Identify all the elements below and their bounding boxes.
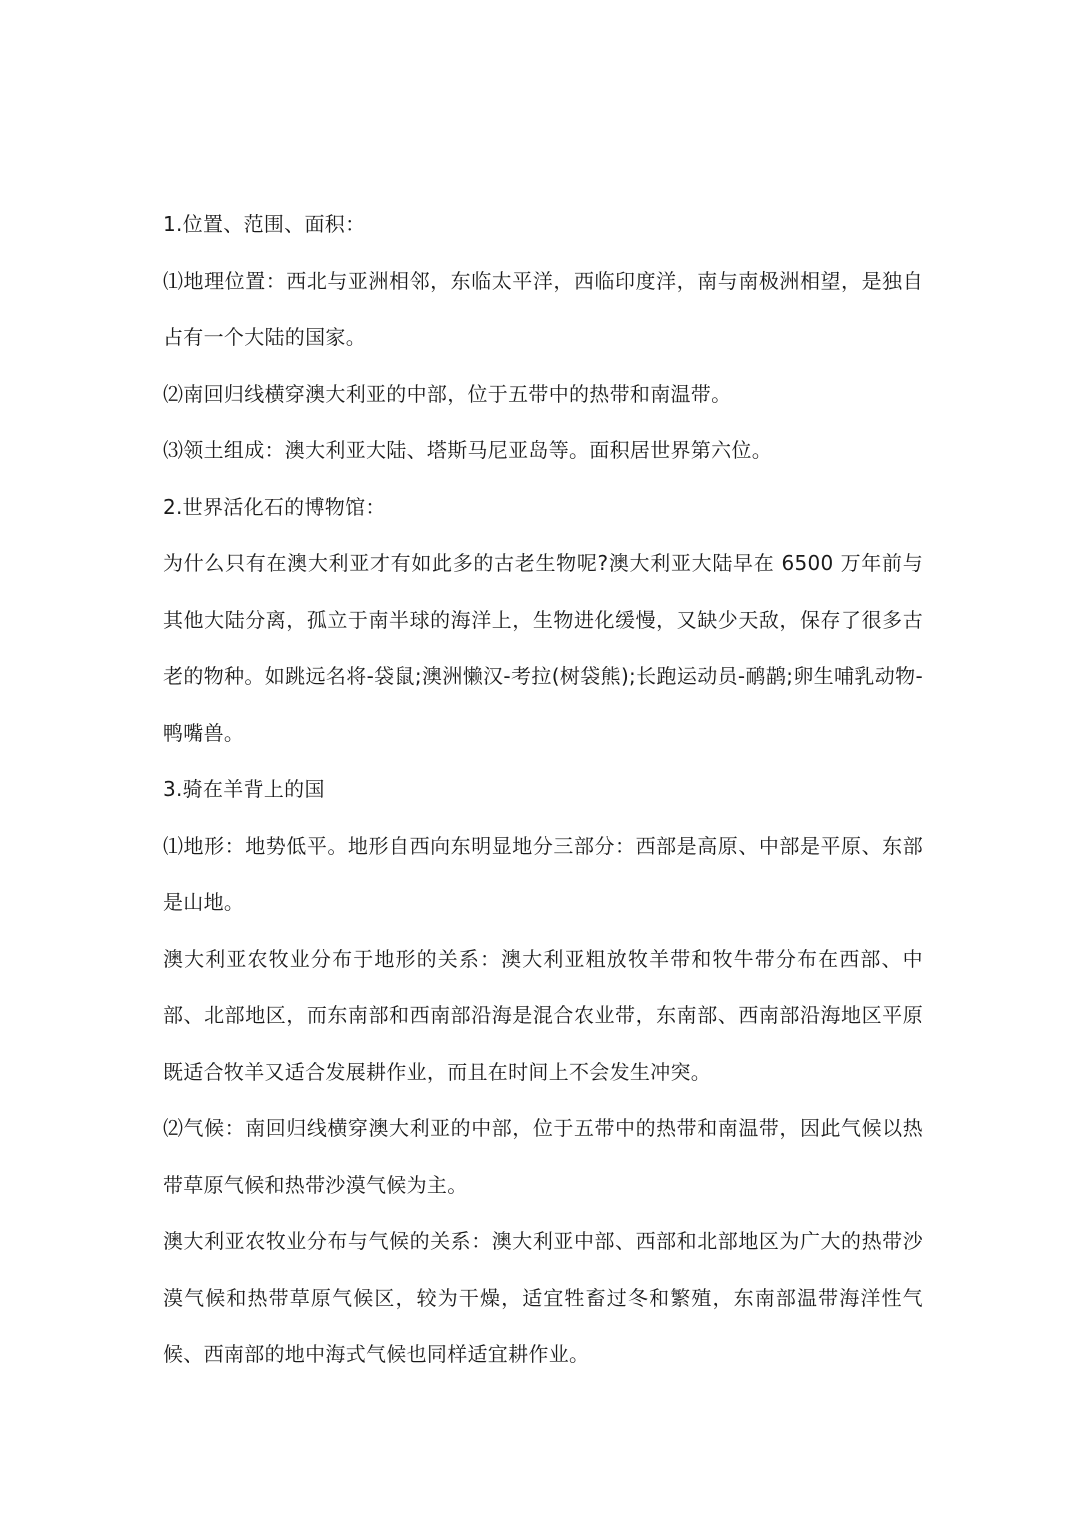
paragraph-territory: ⑶领土组成：澳大利亚大陆、塔斯马尼亚岛等。面积居世界第六位。	[163, 438, 772, 462]
paragraph-ancient-species: 为什么只有在澳大利亚才有如此多的古老生物呢?澳大利亚大陆早在 6500 万年前与其他大陆分离，孤立于南半球的海洋上，生物进化缓慢，又缺少天敌，保存了很多古老的物种。如跳远名将-袋鼠;澳洲懒汉-考拉(树袋熊);长跑运动员-鸸鹋;卵生哺乳动物-鸭嘴兽。	[163, 551, 923, 745]
paragraph-climate: ⑵气候：南回归线横穿澳大利亚的中部，位于五带中的热带和南温带，因此气候以热带草原气候和热带沙漠气候为主。	[163, 1116, 923, 1197]
heading-living-fossils: 2.世界活化石的博物馆：	[163, 494, 386, 519]
heading-sheep-country: 3.骑在羊背上的国	[163, 777, 325, 801]
paragraph-terrain: ⑴地形：地势低平。地形自西向东明显地分三部分：西部是高原、中部是平原、东部是山地。	[163, 833, 923, 914]
paragraph-geographic-position: ⑴地理位置：西北与亚洲相邻，东临太平洋，西临印度洋，南与南极洲相望，是独自占有一个大陆的国家。	[163, 268, 923, 349]
paragraph-agriculture-climate: 澳大利亚农牧业分布与气候的关系：澳大利亚中部、西部和北部地区为广大的热带沙漠气候和热带草原气候区，较为干燥，适宜牲畜过冬和繁殖，东南部温带海洋性气候、西南部的地中海式气候也同样适宜耕作业。	[163, 1229, 923, 1366]
document-body	[163, 196, 923, 1383]
heading-location: 1.位置、范围、面积：	[163, 212, 366, 236]
paragraph-tropic-of-capricorn: ⑵南回归线横穿澳大利亚的中部，位于五带中的热带和南温带。	[163, 381, 732, 406]
paragraph-agriculture-terrain: 澳大利亚农牧业分布于地形的关系：澳大利亚粗放牧羊带和牧牛带分布在西部、中部、北部地区，而东南部和西南部沿海是混合农业带，东南部、西南部沿海地区平原既适合牧羊又适合发展耕作业，而且在时间上不会发生冲突。	[163, 946, 923, 1084]
